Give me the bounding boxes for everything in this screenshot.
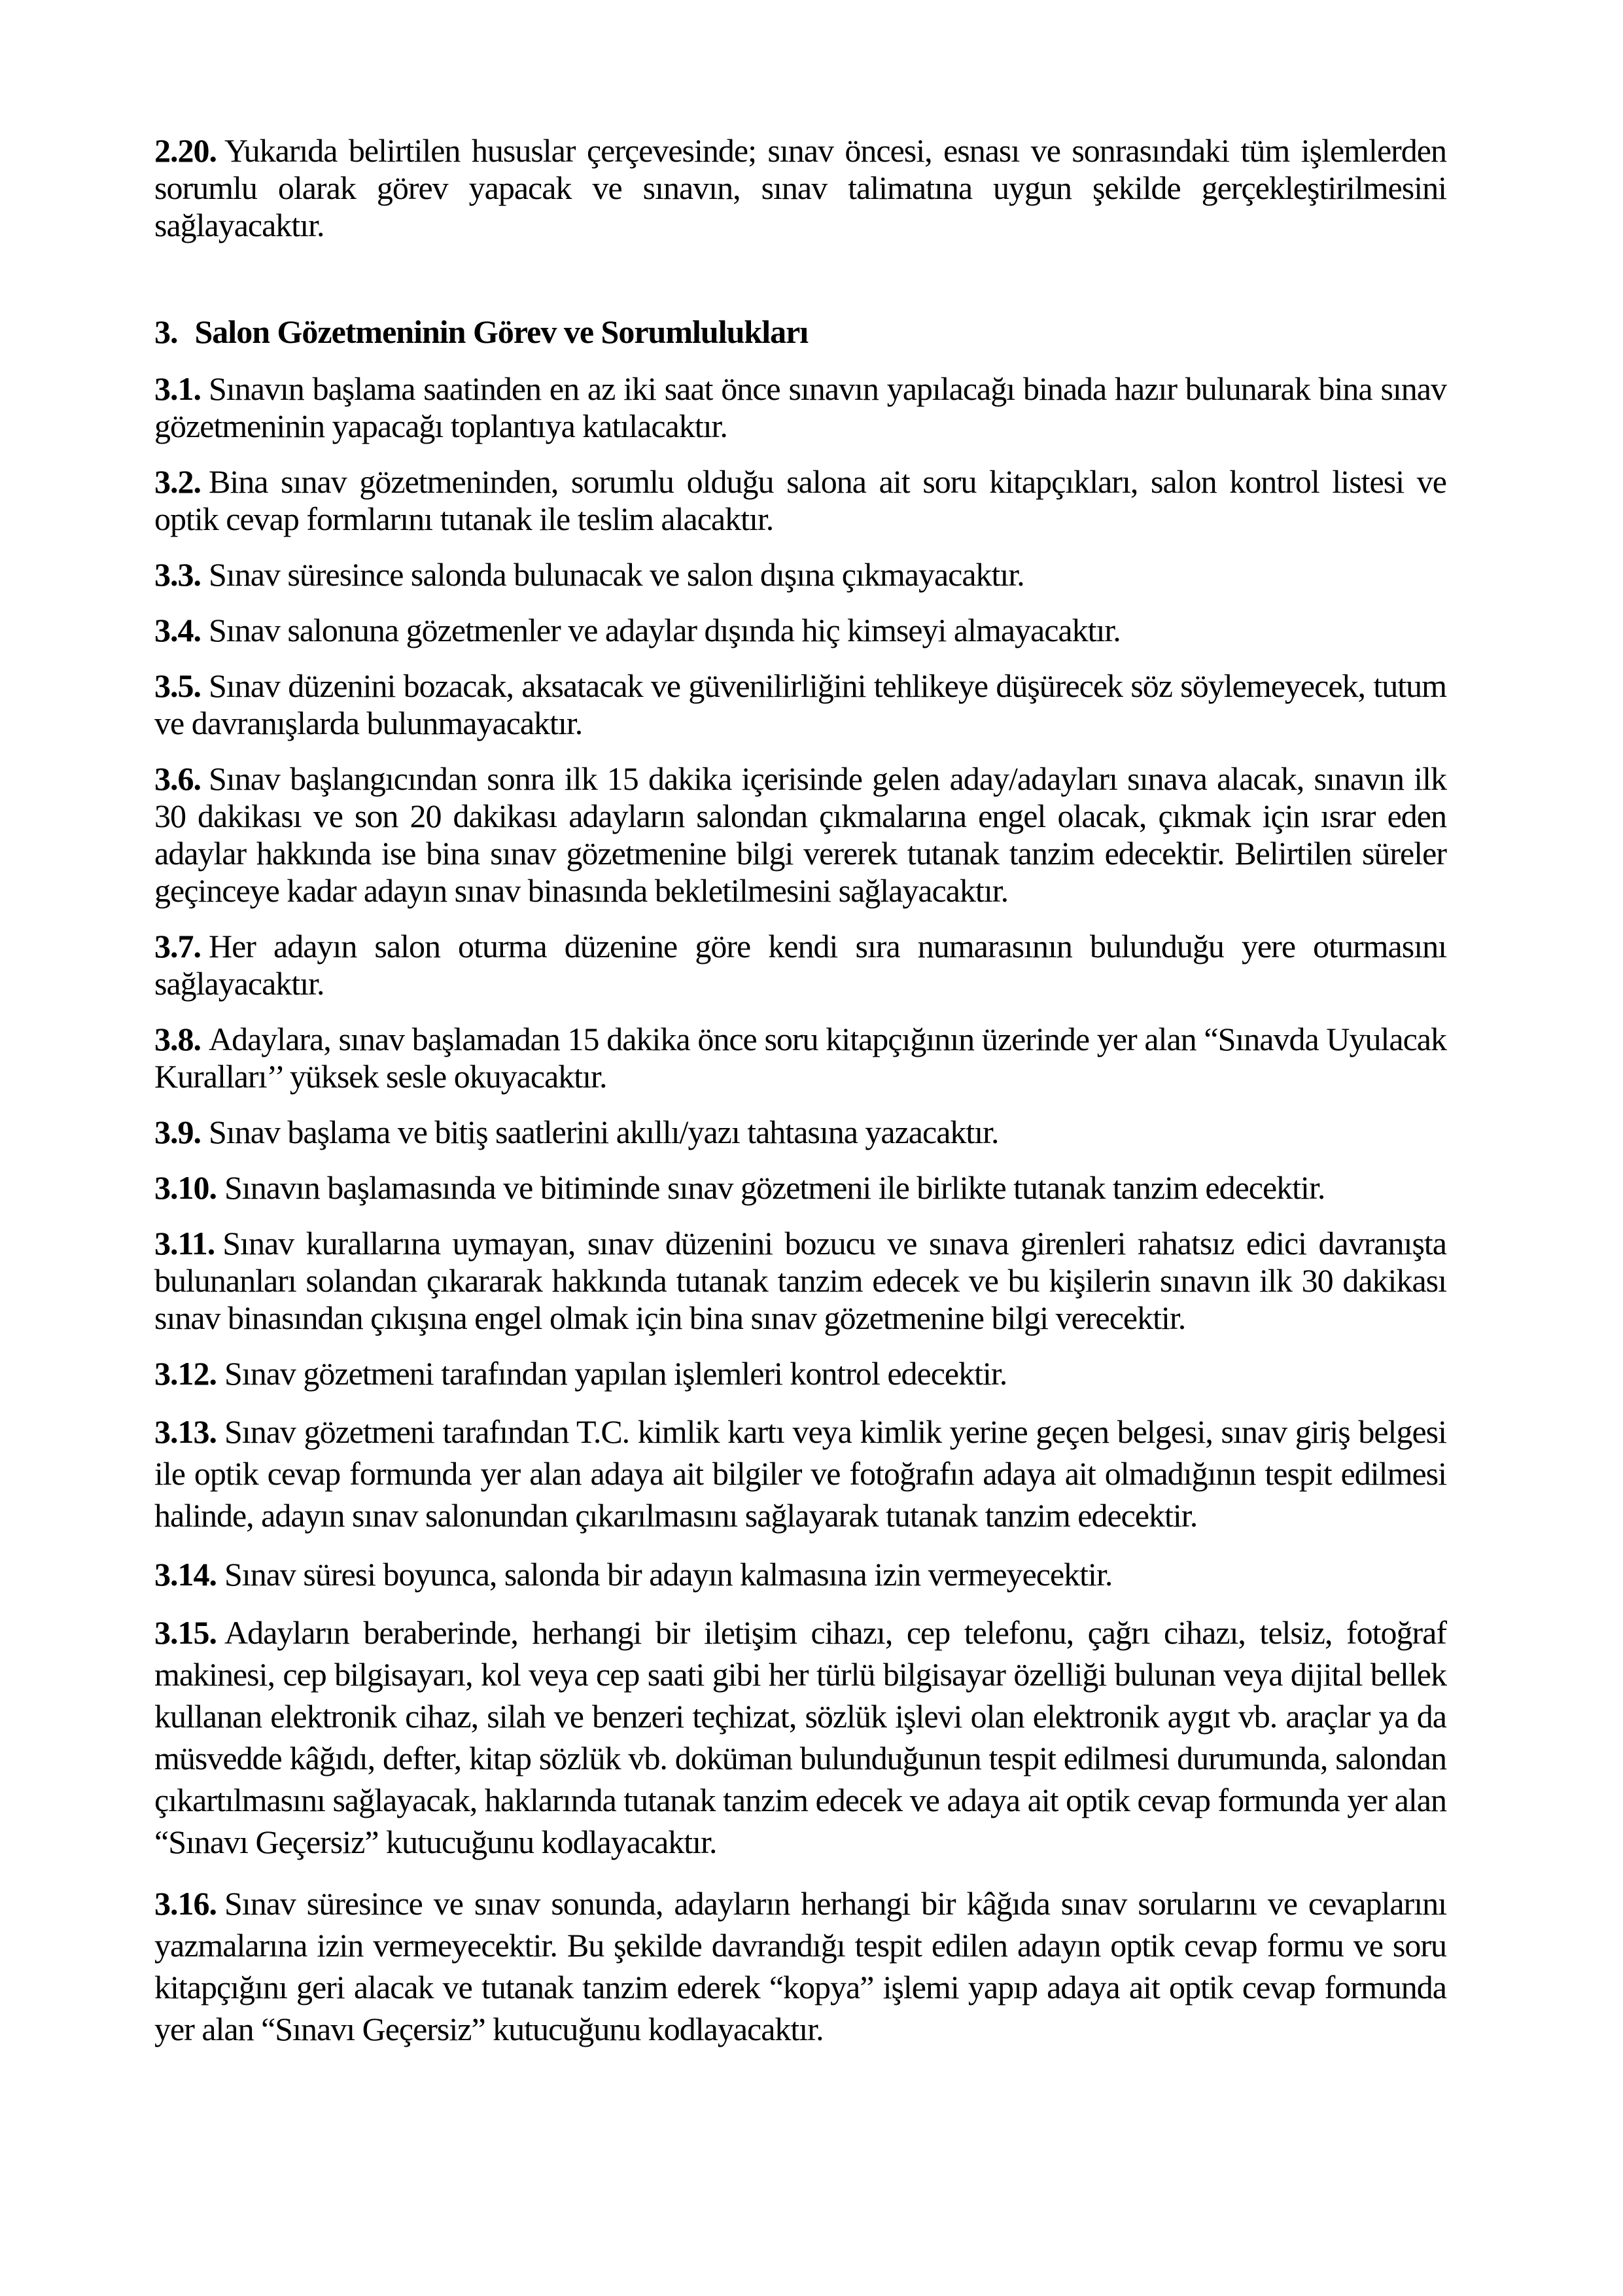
paragraph-text: Adayların beraberinde, herhangi bir iletişim cihazı, cep telefonu, çağrı cihazı, telsiz, fotoğraf makinesi, cep bilgisayarı, kol veya cep saati gibi her türlü bilgisayar özelliği bulunan veya dijital bellek kullanan elektronik cihaz, silah ve benzeri teçhizat, sözlük işlevi olan elektronik aygıt vb. araçlar ya da müsvedde kâğıdı, defter, kitap sözlük vb. doküman bulunduğunun tespit edilmesi durumunda, salondan çıkartılmasını sağlayacak, haklarında tutanak tanzim edecek ve adaya ait optik cevap formunda yer alan “Sınavı Geçersiz” kutucuğunu kodlayacaktır.: [154, 1614, 1446, 1860]
paragraph-3-15: [154, 1612, 1446, 1863]
paragraph-text: Sınav gözetmeni tarafından T.C. kimlik kartı veya kimlik yerine geçen belgesi, sınav giriş belgesi ile optik cevap formunda yer alan adaya ait bilgiler ve fotoğrafın adaya ait olmadığının tespit edilmesi halinde, adayın sınav salonundan çıkarılmasını sağlayarak tutanak tanzim edecektir.: [154, 1413, 1446, 1534]
paragraph-text: Sınav başlangıcından sonra ilk 15 dakika içerisinde gelen aday/adayları sınava alacak, sınavın ilk 30 dakikası ve son 20 dakikası adayların salondan çıkmalarına engel olacak, çıkmak için ısrar eden adaylar hakkında ise bina sınav gözetmenine bilgi vererek tutanak tanzim edecektir. Belirtilen süreler geçinceye kadar adayın sınav binasında bekletilmesini sağlayacaktır.: [154, 760, 1446, 909]
paragraph-text: Adaylara, sınav başlamadan 15 dakika önce soru kitapçığının üzerinde yer alan “Sınavda Uyulacak Kuralları’’ yüksek sesle okuyacaktır.: [154, 1021, 1446, 1095]
paragraph-3-7: [154, 928, 1446, 1002]
paragraph-3-16: [154, 1882, 1446, 2050]
paragraph-3-12: [154, 1355, 1446, 1392]
paragraph-text: Bina sınav gözetmeninden, sorumlu olduğu salona ait soru kitapçıkları, salon kontrol listesi ve optik cevap formlarını tutanak ile teslim alacaktır.: [154, 463, 1446, 537]
document-body: [154, 132, 1446, 2070]
paragraph-3-3: [154, 556, 1446, 593]
paragraph-text: Sınav süresince salonda bulunacak ve salon dışına çıkmayacaktır.: [209, 556, 1024, 593]
paragraph-number: 3.8.: [154, 1021, 201, 1057]
paragraph-text: Her adayın salon oturma düzenine göre kendi sıra numarasının bulunduğu yere oturmasını sağlayacaktır.: [154, 928, 1446, 1002]
paragraph-number: 3.13.: [154, 1413, 217, 1450]
paragraph-text: Sınav başlama ve bitiş saatlerini akıllı/yazı tahtasına yazacaktır.: [209, 1114, 999, 1150]
paragraph-text: Sınav süresi boyunca, salonda bir adayın kalmasına izin vermeyecektir.: [224, 1556, 1113, 1593]
paragraph-3-1: [154, 370, 1446, 445]
paragraph-text: Sınav süresince ve sınav sonunda, adayların herhangi bir kâğıda sınav sorularını ve cevaplarını yazmalarına izin vermeyecektir. Bu şekilde davrandığı tespit edilen adayın optik cevap formu ve soru kitapçığını geri alacak ve tutanak tanzim ederek “kopya” işlemi yapıp adaya ait optik cevap formunda yer alan “Sınavı Geçersiz” kutucuğunu kodlayacaktır.: [154, 1885, 1446, 2047]
paragraph-3-14: [154, 1556, 1446, 1593]
paragraph-text: Sınavın başlama saatinden en az iki saat önce sınavın yapılacağı binada hazır bulunarak bina sınav gözetmeninin yapacağı toplantıya katılacaktır.: [154, 370, 1446, 444]
paragraph-3-6: [154, 760, 1446, 910]
paragraph-number: 3.2.: [154, 463, 201, 500]
paragraph-3-2: [154, 463, 1446, 538]
paragraph-3-9: [154, 1114, 1446, 1151]
paragraph-number: 3.15.: [154, 1614, 217, 1651]
paragraph-3-5: [154, 667, 1446, 742]
paragraph-number: 3.5.: [154, 667, 201, 704]
paragraph-number: 2.20.: [154, 132, 217, 169]
section-heading: [154, 313, 1446, 351]
paragraph-number: 3.9.: [154, 1114, 201, 1150]
paragraph-number: 3.7.: [154, 928, 201, 964]
paragraph-text: Sınav salonuna gözetmenler ve adaylar dışında hiç kimseyi almayacaktır.: [209, 612, 1121, 648]
section-heading-title: Salon Gözetmeninin Görev ve Sorumlulukları: [194, 313, 809, 350]
paragraph-number: 3.10.: [154, 1169, 217, 1206]
paragraph-text: Yukarıda belirtilen hususlar çerçevesinde; sınav öncesi, esnası ve sonrasındaki tüm işlemlerden sorumlu olarak görev yapacak ve sınavın, sınav talimatına uygun şekilde gerçekleştirilmesini sağlayacaktır.: [154, 132, 1446, 243]
paragraph-number: 3.3.: [154, 556, 201, 593]
paragraph-number: 3.14.: [154, 1556, 217, 1593]
paragraph-number: 3.4.: [154, 612, 201, 648]
paragraph-text: Sınav kurallarına uymayan, sınav düzenini bozucu ve sınava girenleri rahatsız edici davranışta bulunanları solandan çıkararak hakkında tutanak tanzim edecek ve bu kişilerin sınavın ilk 30 dakikası sınav binasından çıkışına engel olmak için bina sınav gözetmenine bilgi verecektir.: [154, 1225, 1446, 1336]
paragraph-number: 3.16.: [154, 1885, 217, 1922]
paragraph-text: Sınav düzenini bozacak, aksatacak ve güvenilirliğini tehlikeye düşürecek söz söylemeyecek, tutum ve davranışlarda bulunmayacaktır.: [154, 667, 1446, 741]
paragraph-3-11: [154, 1225, 1446, 1337]
paragraph-number: 3.1.: [154, 370, 201, 407]
paragraph-number: 3.12.: [154, 1355, 217, 1392]
paragraph-3-4: [154, 612, 1446, 649]
paragraph-3-10: [154, 1169, 1446, 1207]
paragraph-3-13: [154, 1411, 1446, 1536]
paragraph-2-20: [154, 132, 1446, 244]
section-heading-number: 3.: [154, 313, 178, 350]
paragraph-text: Sınavın başlamasında ve bitiminde sınav gözetmeni ile birlikte tutanak tanzim edecektir.: [224, 1169, 1325, 1206]
paragraph-3-8: [154, 1021, 1446, 1095]
paragraph-text: Sınav gözetmeni tarafından yapılan işlemleri kontrol edecektir.: [224, 1355, 1007, 1392]
paragraph-number: 3.11.: [154, 1225, 215, 1262]
paragraph-number: 3.6.: [154, 760, 201, 797]
